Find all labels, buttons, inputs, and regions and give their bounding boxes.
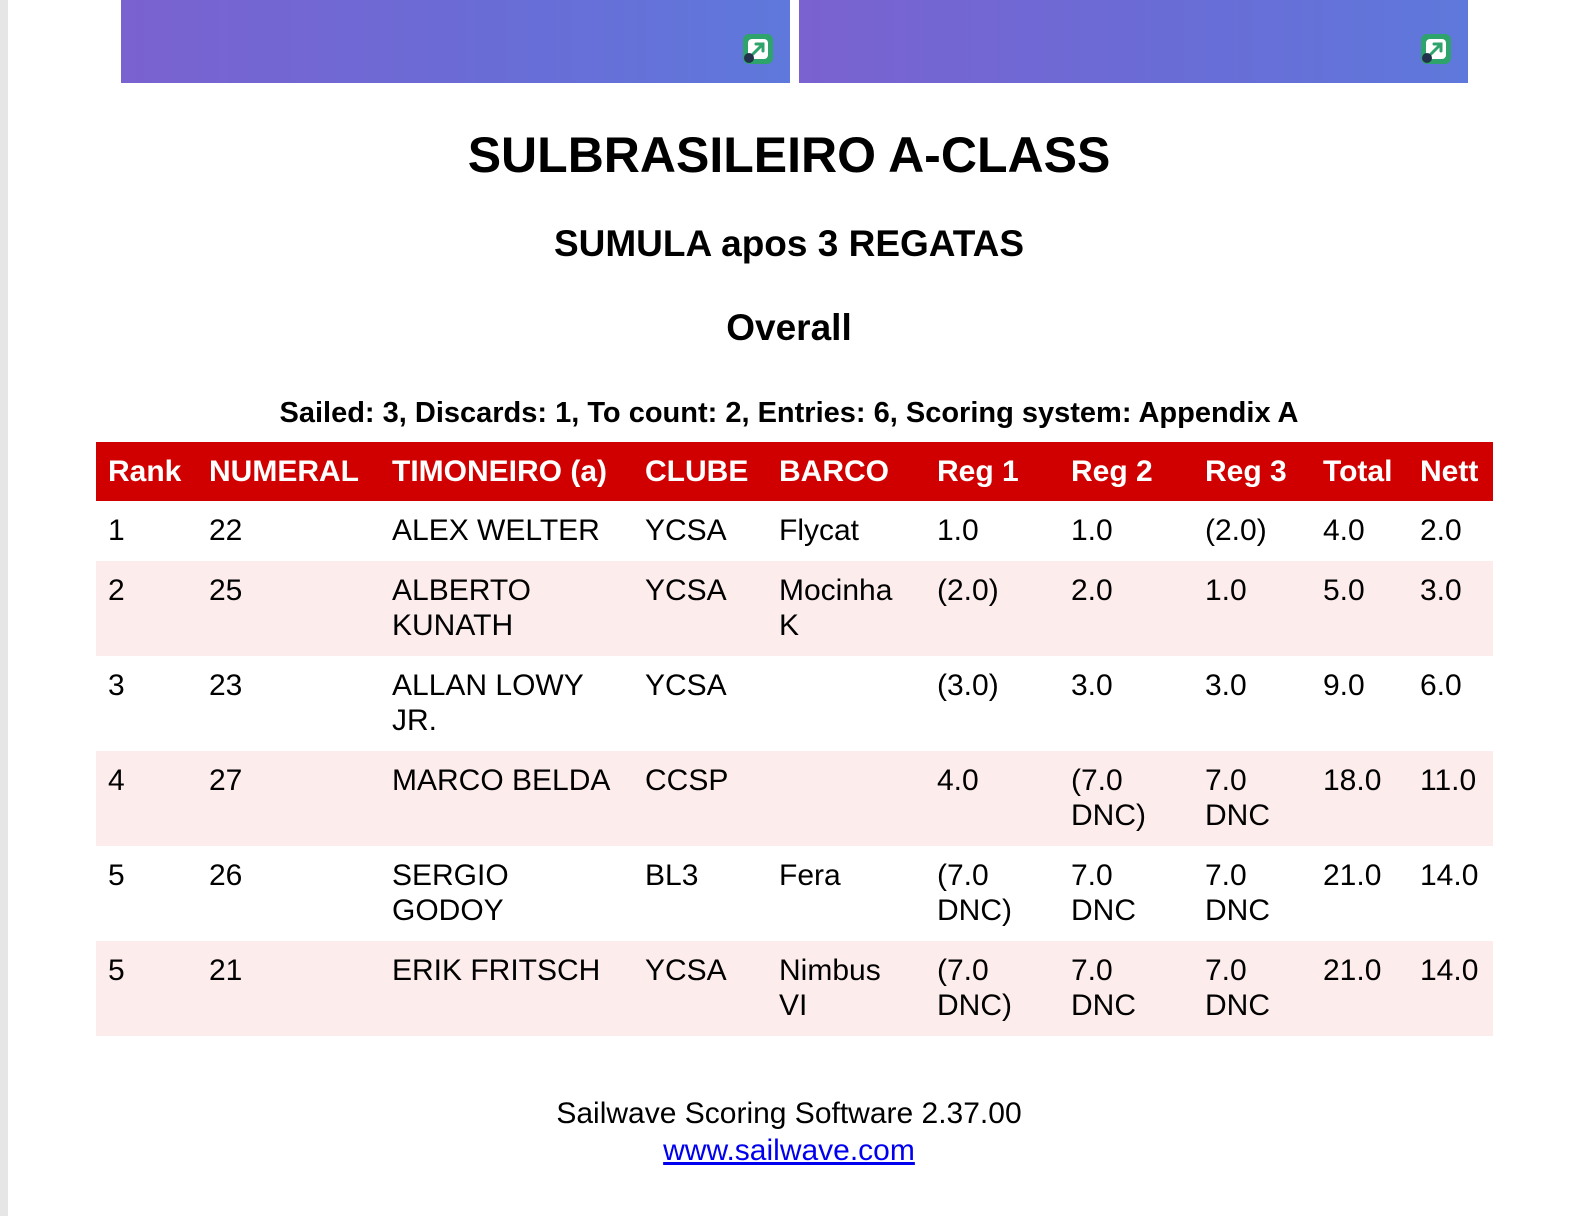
footer-software-credit: Sailwave Scoring Software 2.37.00	[556, 1097, 1022, 1130]
cell-nett: 2.0	[1408, 501, 1493, 561]
cell-race-2: 3.0	[1059, 656, 1193, 751]
section-heading: Overall	[726, 307, 852, 348]
header-race-1: Reg 1	[925, 442, 1059, 501]
cell-club: BL3	[633, 846, 767, 941]
table-row	[96, 561, 1493, 656]
cell-race-3: 7.0 DNC	[1193, 751, 1311, 846]
header-race-2: Reg 2	[1059, 442, 1193, 501]
cell-race-1: (3.0)	[925, 656, 1059, 751]
cell-total: 18.0	[1311, 751, 1408, 846]
cell-club: YCSA	[633, 501, 767, 561]
footer	[0, 1095, 1578, 1169]
cell-nett: 14.0	[1408, 941, 1493, 1036]
cell-rank: 4	[96, 751, 197, 846]
cell-race-1: (7.0 DNC)	[925, 846, 1059, 941]
header-helm: TIMONEIRO (a)	[380, 442, 633, 501]
table-row	[96, 751, 1493, 846]
cell-nett: 11.0	[1408, 751, 1493, 846]
header-nett: Nett	[1408, 442, 1493, 501]
cell-race-2: (7.0 DNC)	[1059, 751, 1193, 846]
cell-club: YCSA	[633, 941, 767, 1036]
cell-rank: 1	[96, 501, 197, 561]
cell-numeral: 27	[197, 751, 380, 846]
table-row	[96, 501, 1493, 561]
cell-club: CCSP	[633, 751, 767, 846]
header-rank: Rank	[96, 442, 197, 501]
ad-banner-left[interactable]	[121, 0, 790, 83]
cell-helm: ERIK FRITSCH	[380, 941, 633, 1036]
cell-boat: Flycat	[767, 501, 925, 561]
cell-race-1: (2.0)	[925, 561, 1059, 656]
cell-club: YCSA	[633, 656, 767, 751]
cell-boat: Mocinha K	[767, 561, 925, 656]
series-subtitle: SUMULA apos 3 REGATAS	[553, 223, 1025, 264]
cell-club: YCSA	[633, 561, 767, 656]
cell-race-3: 3.0	[1193, 656, 1311, 751]
cell-helm: MARCO BELDA	[380, 751, 633, 846]
cell-race-1: 1.0	[925, 501, 1059, 561]
sailwave-link[interactable]: www.sailwave.com	[663, 1134, 915, 1167]
header-numeral: NUMERAL	[197, 442, 380, 501]
cell-boat	[767, 751, 925, 846]
cell-boat: Fera	[767, 846, 925, 941]
cell-total: 21.0	[1311, 846, 1408, 941]
cell-helm: SERGIO GODOY	[380, 846, 633, 941]
table-header-row	[96, 442, 1493, 501]
cell-nett: 14.0	[1408, 846, 1493, 941]
cell-total: 21.0	[1311, 941, 1408, 1036]
cell-rank: 3	[96, 656, 197, 751]
cell-helm: ALEX WELTER	[380, 501, 633, 561]
cell-rank: 2	[96, 561, 197, 656]
cell-race-3: 1.0	[1193, 561, 1311, 656]
cell-race-1: 4.0	[925, 751, 1059, 846]
cell-race-2: 1.0	[1059, 501, 1193, 561]
header-boat: BARCO	[767, 442, 925, 501]
series-summary: Sailed: 3, Discards: 1, To count: 2, Entries: 6, Scoring system: Appendix A	[279, 397, 1299, 429]
cell-boat: Nimbus VI	[767, 941, 925, 1036]
cell-numeral: 22	[197, 501, 380, 561]
header-race-3: Reg 3	[1193, 442, 1311, 501]
table-row	[96, 656, 1493, 751]
header-club: CLUBE	[633, 442, 767, 501]
ad-choices-icon[interactable]	[1420, 33, 1452, 65]
ad-choices-icon[interactable]	[742, 33, 774, 65]
cell-numeral: 25	[197, 561, 380, 656]
cell-numeral: 23	[197, 656, 380, 751]
cell-race-1: (7.0 DNC)	[925, 941, 1059, 1036]
ad-banner-right[interactable]	[799, 0, 1468, 83]
cell-race-3: (2.0)	[1193, 501, 1311, 561]
cell-boat	[767, 656, 925, 751]
results-table	[96, 442, 1493, 1036]
cell-rank: 5	[96, 846, 197, 941]
cell-total: 4.0	[1311, 501, 1408, 561]
cell-nett: 6.0	[1408, 656, 1493, 751]
header-total: Total	[1311, 442, 1408, 501]
cell-total: 5.0	[1311, 561, 1408, 656]
table-row	[96, 846, 1493, 941]
cell-race-2: 2.0	[1059, 561, 1193, 656]
cell-total: 9.0	[1311, 656, 1408, 751]
cell-nett: 3.0	[1408, 561, 1493, 656]
page-title: SULBRASILEIRO A-CLASS	[467, 127, 1111, 183]
cell-helm: ALLAN LOWY JR.	[380, 656, 633, 751]
cell-rank: 5	[96, 941, 197, 1036]
cell-helm: ALBERTO KUNATH	[380, 561, 633, 656]
cell-race-3: 7.0 DNC	[1193, 941, 1311, 1036]
cell-race-2: 7.0 DNC	[1059, 846, 1193, 941]
cell-numeral: 21	[197, 941, 380, 1036]
table-row	[96, 941, 1493, 1036]
cell-numeral: 26	[197, 846, 380, 941]
cell-race-3: 7.0 DNC	[1193, 846, 1311, 941]
cell-race-2: 7.0 DNC	[1059, 941, 1193, 1036]
